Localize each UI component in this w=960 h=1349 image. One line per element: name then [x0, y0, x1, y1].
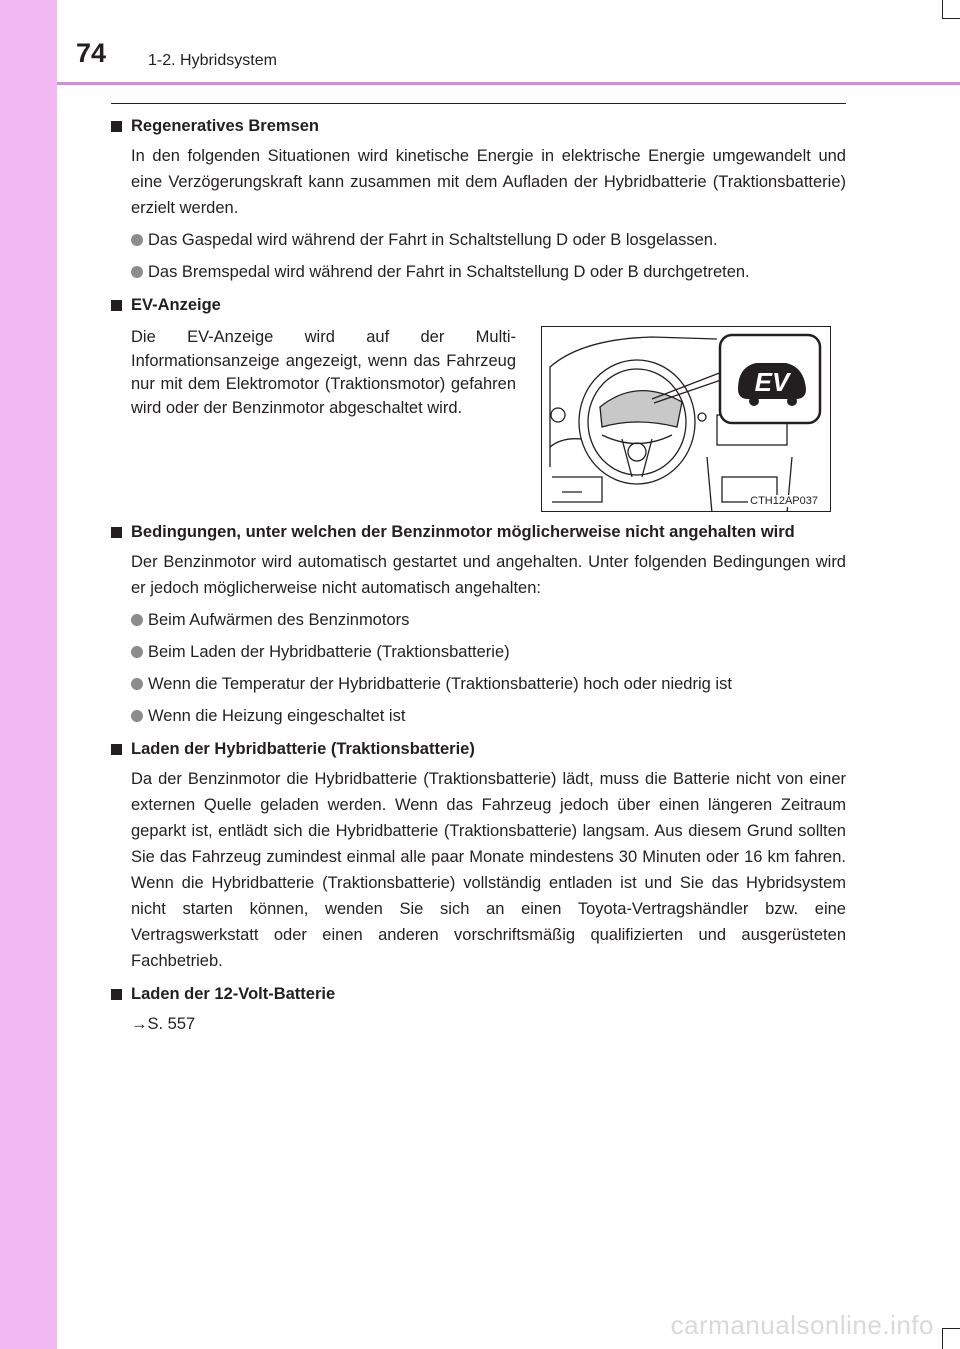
- circle-bullet-icon: [131, 646, 143, 658]
- square-bullet-icon: [111, 121, 122, 132]
- heading-12v-battery-charging: [111, 982, 846, 1007]
- crop-mark: [942, 1328, 960, 1329]
- heading-text: EV-Anzeige: [131, 296, 221, 314]
- page-content: [111, 114, 846, 1037]
- list-item-text: Wenn die Heizung eingeschaltet ist: [148, 707, 406, 725]
- section-title: 1-2. Hybridsystem: [148, 52, 277, 69]
- list-item: [131, 227, 846, 253]
- list-item: [131, 639, 846, 665]
- charging-body: Da der Benzinmotor die Hybridbatterie (Traktionsbatterie) lädt, muss die Batterie nicht von einer externen Quelle geladen werden. Wenn das Fahrzeug jedoch über einen längeren Zeitraum geparkt ist, entlädt sich die Hybridbatterie (Traktionsbatterie) langsam. Aus diesem Grund sollten Sie das Fahrzeug zumindest einmal alle paar Monate mindestens 30 Minuten oder 16 km fahren. Wenn die Hybridbatterie (Traktionsbatterie) vollständig entladen ist und Sie das Hybridsystem nicht starten können, wenden Sie sich an einen Toyota-Vertragshändler bzw. eine Vertragswerkstatt oder einen anderen vorschriftsmäßig qualifizierten und ausgerüsteten Fachbetrieb.: [131, 770, 846, 970]
- list-item-text: Beim Laden der Hybridbatterie (Traktionsbatterie): [148, 643, 510, 661]
- circle-bullet-icon: [131, 710, 143, 722]
- heading-regenerative-braking: [111, 114, 846, 139]
- chapter-sidebar: [0, 0, 57, 1349]
- crop-mark: [942, 0, 943, 18]
- square-bullet-icon: [111, 989, 122, 1000]
- heading-hybrid-battery-charging: [111, 737, 846, 762]
- crop-mark: [942, 1328, 943, 1349]
- ev-body: Die EV-Anzeige wird auf der Multi-Informationsanzeige angezeigt, wenn das Fahrzeug nur mit dem Elektromotor (Traktionsmotor) gefahren wird oder der Benzinmotor abgeschaltet wird.: [131, 328, 516, 417]
- conditions-body: Der Benzinmotor wird automatisch gestartet und angehalten. Unter folgenden Bedingungen wird er jedoch möglicherweise nicht automatisch angehalten:: [131, 553, 846, 597]
- circle-bullet-icon: [131, 614, 143, 626]
- page-number: 74: [76, 38, 107, 68]
- heading-ev-indicator: [111, 293, 846, 318]
- square-bullet-icon: [111, 300, 122, 311]
- list-item-text: Das Gaspedal wird während der Fahrt in Schaltstellung D oder B losgelassen.: [148, 231, 718, 249]
- list-item-text: Beim Aufwärmen des Benzinmotors: [148, 611, 410, 629]
- square-bullet-icon: [111, 527, 122, 538]
- list-item: [131, 259, 846, 285]
- heading-text: Bedingungen, unter welchen der Benzinmotor möglicherweise nicht angehalten wird: [131, 523, 795, 541]
- heading-text: Regeneratives Bremsen: [131, 117, 320, 135]
- dashboard-illustration: [542, 327, 831, 512]
- square-bullet-icon: [111, 744, 122, 755]
- regen-body: In den folgenden Situationen wird kinetische Energie in elektrische Energie umgewandelt und eine Verzögerungskraft kann zusammen mit dem Aufladen der Hybridbatterie (Traktionsbatterie) erzielt werden.: [131, 147, 846, 217]
- header-rule: [57, 82, 960, 85]
- content-top-rule: [111, 103, 846, 104]
- list-item: [131, 607, 846, 633]
- circle-bullet-icon: [131, 266, 143, 278]
- list-item: [131, 703, 846, 729]
- ev-label: EV: [754, 367, 790, 397]
- ev-dashboard-figure: [541, 326, 831, 512]
- circle-bullet-icon: [131, 678, 143, 690]
- figure-code: CTH12AP037: [750, 495, 818, 507]
- heading-text: Laden der 12-Volt-Batterie: [131, 985, 336, 1003]
- ev-section: [111, 326, 846, 512]
- heading-engine-stop-conditions: [111, 520, 846, 545]
- crop-mark: [942, 18, 960, 19]
- heading-text: Laden der Hybridbatterie (Traktionsbatterie): [131, 740, 475, 758]
- circle-bullet-icon: [131, 234, 143, 246]
- list-item-text: Das Bremspedal wird während der Fahrt in Schaltstellung D oder B durchgetreten.: [148, 263, 750, 281]
- list-item: [131, 671, 846, 697]
- page-reference-link[interactable]: →S. 557: [131, 1015, 196, 1033]
- watermark: carmanualsonline.info: [670, 1310, 934, 1340]
- list-item-text: Wenn die Temperatur der Hybridbatterie (Traktionsbatterie) hoch oder niedrig ist: [148, 675, 732, 693]
